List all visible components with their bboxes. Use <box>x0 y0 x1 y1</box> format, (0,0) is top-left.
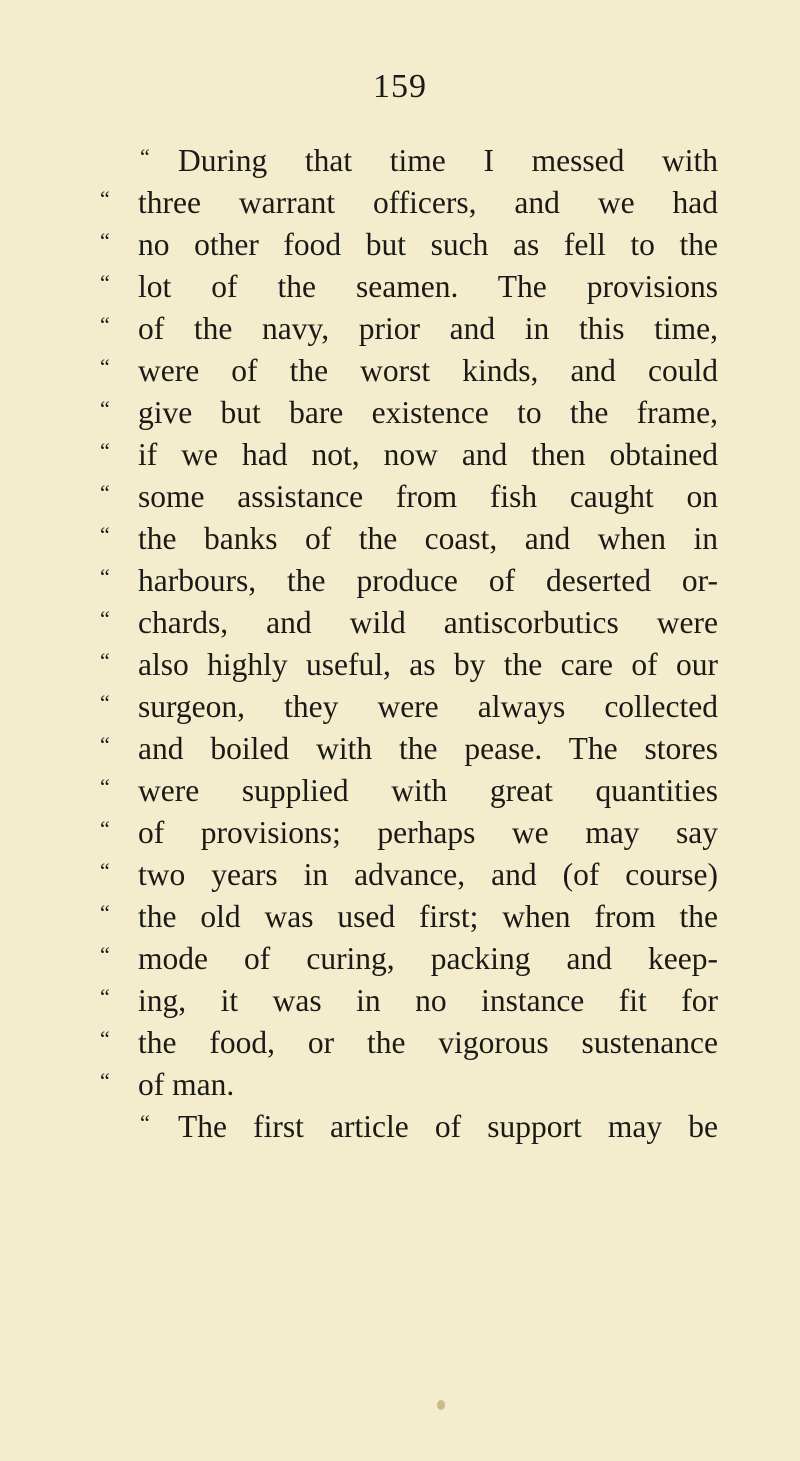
open-quote-mark: “ <box>100 522 110 547</box>
text-line-content: give but bare existence to the frame, <box>138 395 718 430</box>
text-line-content: The first article of support may be <box>178 1109 718 1144</box>
open-quote-mark: “ <box>100 1068 110 1093</box>
text-line <box>100 1064 720 1106</box>
open-quote-mark: “ <box>100 648 110 673</box>
text-line-content: of the navy, prior and in this time, <box>138 311 718 346</box>
text-line <box>100 770 720 812</box>
open-quote-mark: “ <box>100 354 110 379</box>
text-line-content: and boiled with the pease. The stores <box>138 731 718 766</box>
text-line <box>100 1106 720 1148</box>
text-line <box>100 812 720 854</box>
open-quote-mark: “ <box>100 816 110 841</box>
open-quote-mark: “ <box>100 312 110 337</box>
text-line-content: of man. <box>138 1067 235 1102</box>
text-line <box>100 728 720 770</box>
text-line-content: lot of the seamen. The provisions <box>138 269 718 304</box>
text-line <box>100 476 720 518</box>
open-quote-mark: “ <box>100 1026 110 1051</box>
open-quote-mark: “ <box>100 690 110 715</box>
text-line <box>100 896 720 938</box>
text-line-content: the food, or the vigorous sustenance <box>138 1025 718 1060</box>
open-quote-mark: “ <box>140 1110 150 1135</box>
open-quote-mark: “ <box>100 858 110 883</box>
open-quote-mark: “ <box>140 144 150 169</box>
text-line-content: were of the worst kinds, and could <box>138 353 718 388</box>
text-line-content: the old was used first; when from the <box>138 899 718 934</box>
text-line-content: if we had not, now and then obtained <box>138 437 718 472</box>
open-quote-mark: “ <box>100 606 110 631</box>
text-line <box>100 224 720 266</box>
open-quote-mark: “ <box>100 942 110 967</box>
open-quote-mark: “ <box>100 270 110 295</box>
text-line <box>100 938 720 980</box>
text-line <box>100 644 720 686</box>
text-line <box>100 686 720 728</box>
text-line-content: some assistance from fish caught on <box>138 479 718 514</box>
body-text <box>100 140 720 1148</box>
text-line-content: no other food but such as fell to the <box>138 227 718 262</box>
text-line <box>100 560 720 602</box>
text-line-content: mode of curing, packing and keep- <box>138 941 718 976</box>
text-line <box>100 434 720 476</box>
paper-spot <box>437 1400 445 1410</box>
open-quote-mark: “ <box>100 228 110 253</box>
text-line-content: harbours, the produce of deserted or- <box>138 563 718 598</box>
text-line <box>100 1022 720 1064</box>
open-quote-mark: “ <box>100 732 110 757</box>
page-number: 159 <box>373 68 427 105</box>
open-quote-mark: “ <box>100 774 110 799</box>
open-quote-mark: “ <box>100 900 110 925</box>
open-quote-mark: “ <box>100 480 110 505</box>
text-line <box>100 266 720 308</box>
open-quote-mark: “ <box>100 186 110 211</box>
text-line <box>100 854 720 896</box>
text-line-content: the banks of the coast, and when in <box>138 521 718 556</box>
text-line-content: ing, it was in no instance fit for <box>138 983 718 1018</box>
text-line-content: surgeon, they were always collected <box>138 689 718 724</box>
text-line-content: two years in advance, and (of course) <box>138 857 718 892</box>
text-line-content: chards, and wild antiscorbutics were <box>138 605 718 640</box>
open-quote-mark: “ <box>100 438 110 463</box>
open-quote-mark: “ <box>100 396 110 421</box>
text-line-content: During that time I messed with <box>178 143 718 178</box>
open-quote-mark: “ <box>100 984 110 1009</box>
text-line <box>100 308 720 350</box>
text-line <box>100 980 720 1022</box>
text-line <box>100 518 720 560</box>
text-line <box>100 602 720 644</box>
text-line <box>100 392 720 434</box>
text-line <box>100 182 720 224</box>
text-line-content: of provisions; perhaps we may say <box>138 815 718 850</box>
text-line <box>100 350 720 392</box>
text-line-content: were supplied with great quantities <box>138 773 718 808</box>
open-quote-mark: “ <box>100 564 110 589</box>
text-line-content: also highly useful, as by the care of our <box>138 647 718 682</box>
text-line-content: three warrant officers, and we had <box>138 185 718 220</box>
text-line <box>100 140 720 182</box>
